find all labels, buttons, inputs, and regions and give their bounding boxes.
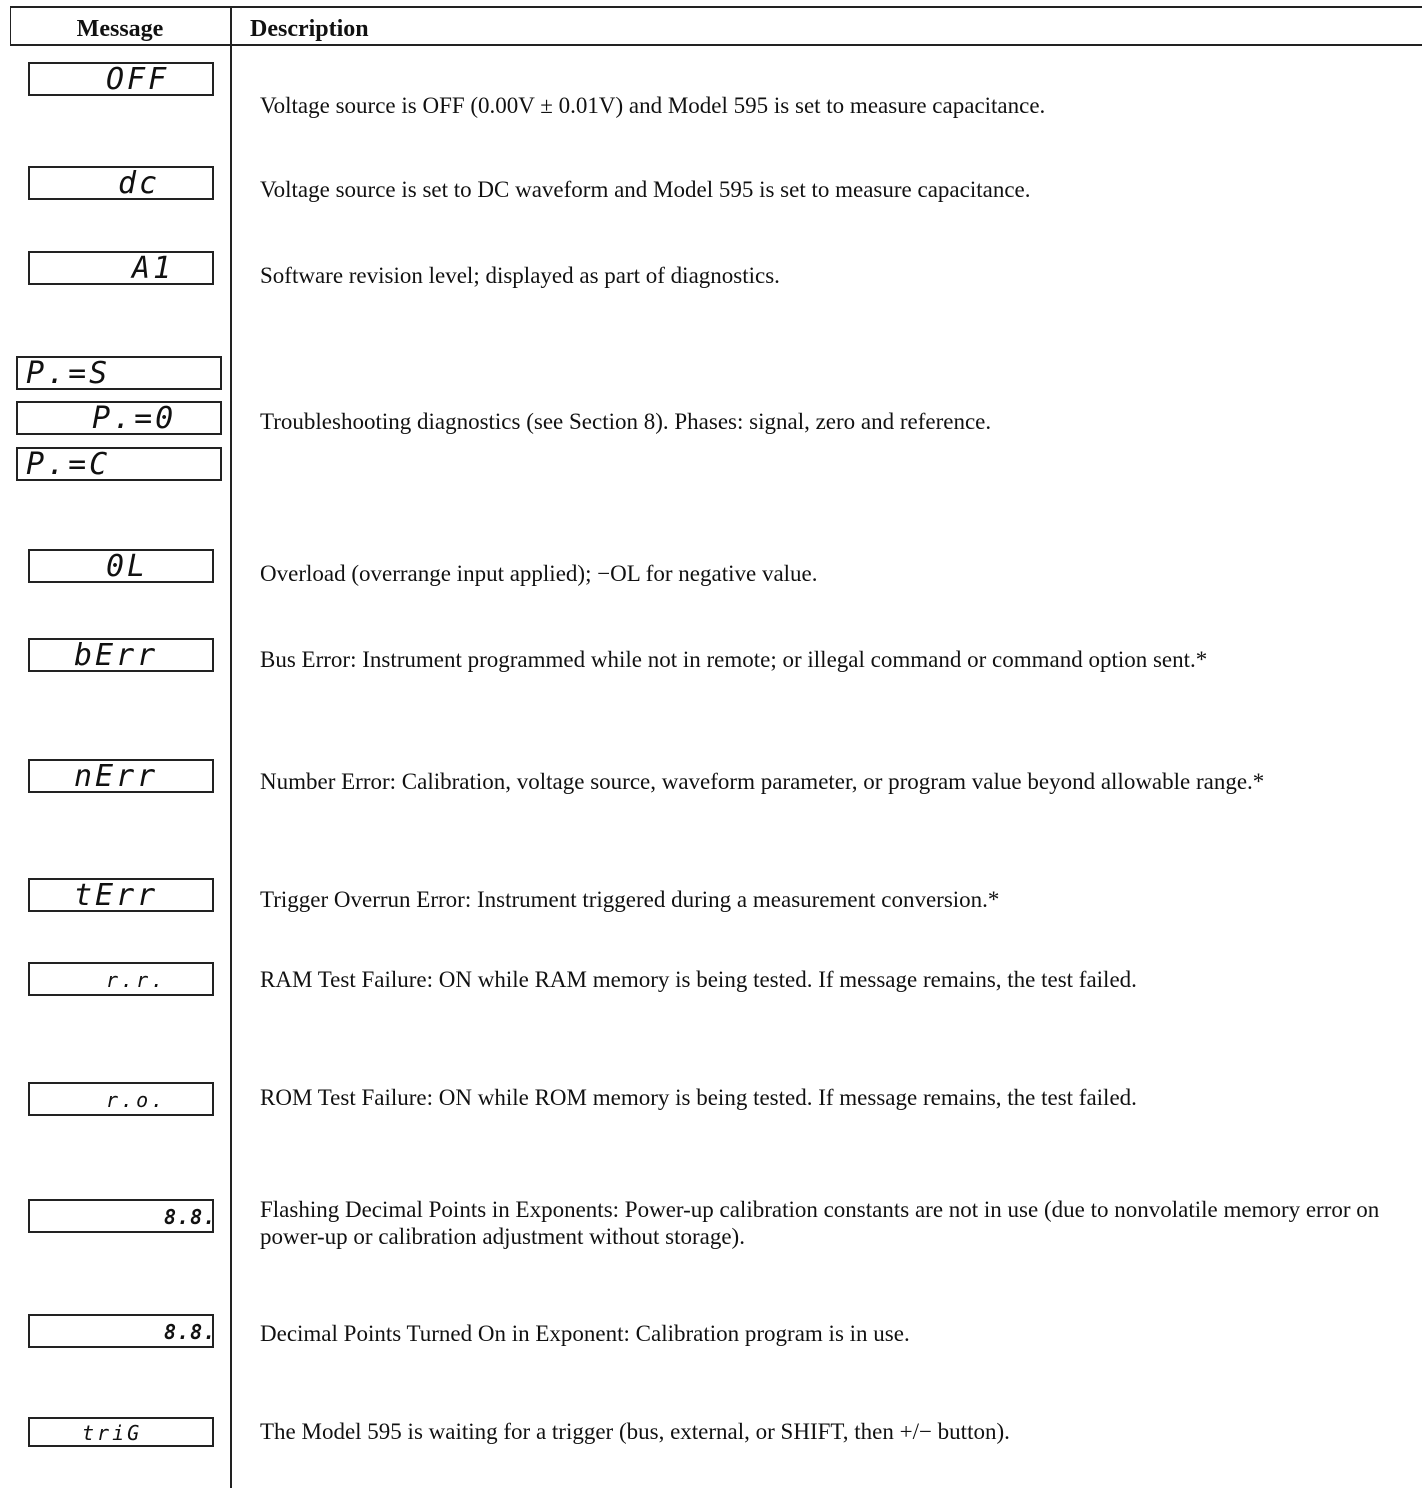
display-box-phase-reference: [16, 447, 222, 481]
display-box-overload: [28, 549, 214, 583]
description-dc: Voltage source is set to DC waveform and Model 595 is set to measure capacitance.: [260, 177, 1031, 202]
description-decimal-points-on: Decimal Points Turned On in Exponent: Calibration program is in use.: [260, 1321, 910, 1346]
display-box-revision: [28, 251, 214, 285]
description-trigger-overrun: Trigger Overrun Error: Instrument triggered during a measurement conversion.*: [260, 887, 1000, 912]
display-box-trigger-overrun: [28, 878, 214, 912]
display-text: r.o.: [106, 1088, 167, 1112]
display-text: dc: [118, 166, 161, 201]
display-text: OFF: [106, 62, 170, 97]
display-box-flashing-decimal-points: [28, 1199, 217, 1233]
display-text: 8.8.: [164, 1320, 217, 1344]
display-box-dc: [28, 166, 214, 200]
display-text: bErr: [74, 638, 159, 673]
column-divider: [230, 8, 232, 1488]
display-text: tErr: [74, 878, 159, 913]
display-text: triG: [82, 1421, 143, 1445]
display-box-bus-error: [28, 638, 214, 672]
display-text: r.r.: [106, 968, 167, 992]
display-text: 8.8.: [164, 1205, 217, 1229]
message-table: [10, 6, 1422, 1488]
display-text: nErr: [74, 759, 159, 794]
description-overload: Overload (overrange input applied); −OL for negative value.: [260, 561, 818, 586]
display-box-phase-signal: [16, 356, 222, 390]
description-off: Voltage source is OFF (0.00V ± 0.01V) and Model 595 is set to measure capacitance.: [260, 93, 1046, 118]
display-box-rom-test: [28, 1082, 214, 1116]
description-revision: Software revision level; displayed as part of diagnostics.: [260, 263, 780, 288]
column-header-message: Message: [76, 16, 164, 42]
description-flashing-decimal-points: Flashing Decimal Points in Exponents: Power-up calibration constants are not in use (due to nonvolatile memory error on power-up or calibration adjustment without storage).: [260, 1197, 1380, 1249]
display-box-number-error: [28, 759, 214, 793]
description-trigger-wait: The Model 595 is waiting for a trigger (bus, external, or SHIFT, then +/− button).: [260, 1419, 1010, 1444]
description-ram-test: RAM Test Failure: ON while RAM memory is being tested. If message remains, the test failed.: [260, 967, 1137, 992]
display-box-decimal-points-on: [28, 1314, 217, 1348]
description-rom-test: ROM Test Failure: ON while ROM memory is being tested. If message remains, the test failed.: [260, 1085, 1137, 1110]
description-number-error: Number Error: Calibration, voltage source, waveform parameter, or program value beyond allowable range.*: [260, 769, 1265, 794]
description-bus-error: Bus Error: Instrument programmed while not in remote; or illegal command or command option sent.*: [260, 647, 1208, 672]
description-diagnostics: Troubleshooting diagnostics (see Section 8). Phases: signal, zero and reference.: [260, 409, 992, 434]
display-box-off: [28, 62, 214, 96]
display-text: 0L: [106, 549, 149, 584]
display-box-ram-test: [28, 962, 214, 996]
display-box-phase-zero: [16, 401, 222, 435]
display-text: P.=S: [26, 356, 111, 391]
display-text: A1: [132, 251, 175, 286]
display-box-trigger-wait: [28, 1417, 214, 1447]
display-text: P.=0: [92, 401, 177, 436]
header-divider: [10, 44, 1422, 46]
column-header-description: Description: [250, 16, 369, 42]
display-text: P.=C: [26, 447, 111, 482]
